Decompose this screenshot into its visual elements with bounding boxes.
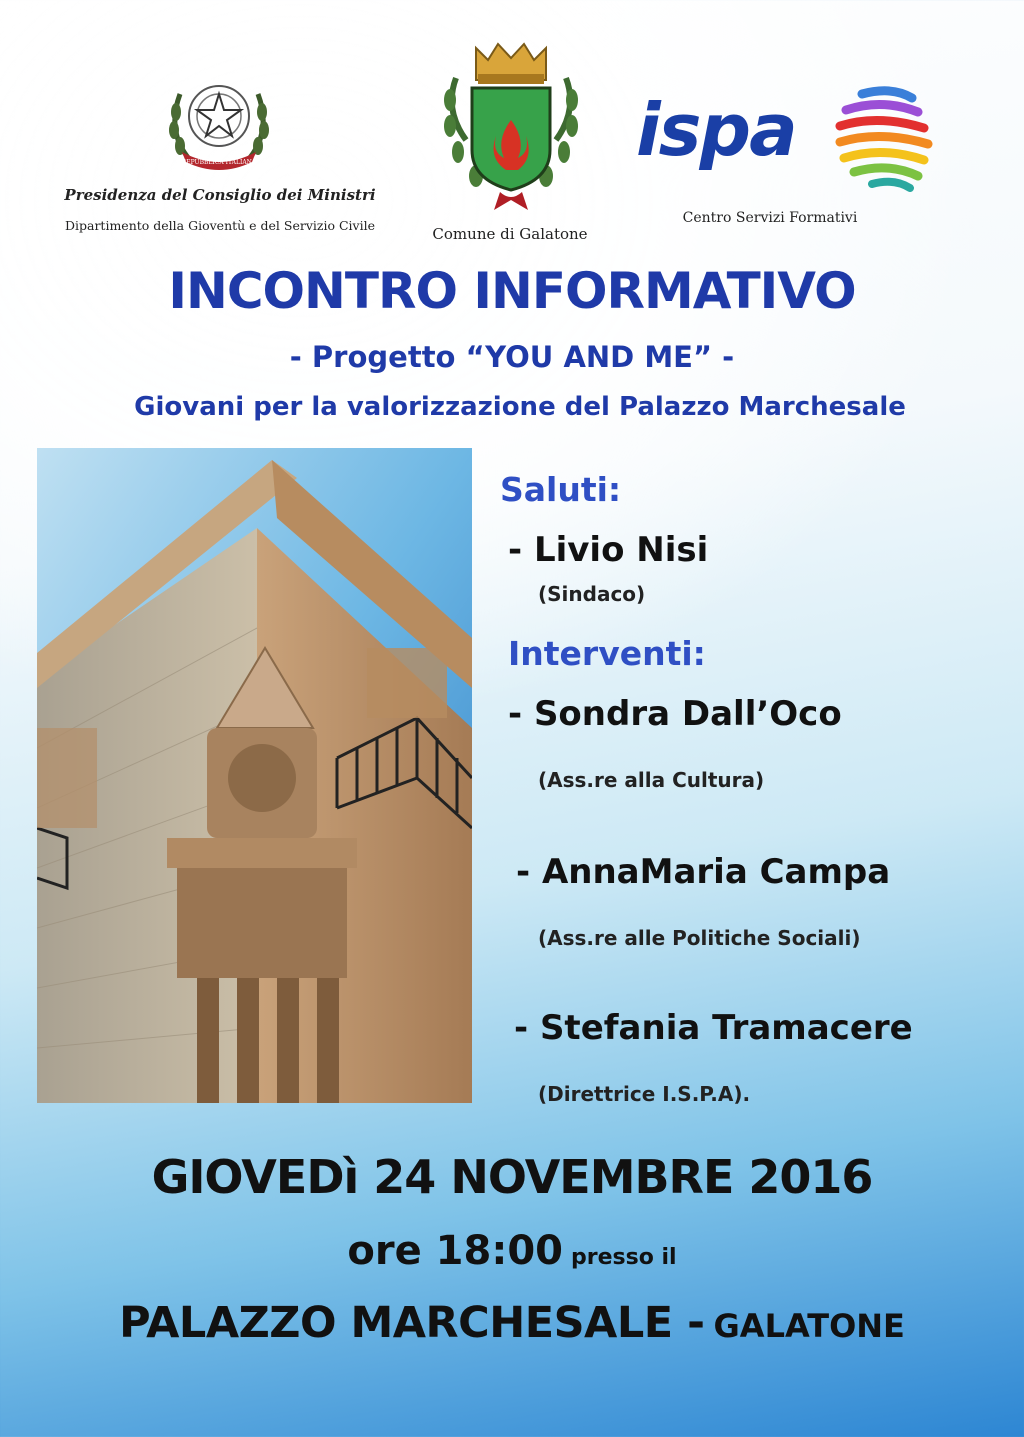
event-town: GALATONE	[713, 1307, 905, 1345]
speaker-name: - AnnaMaria Campa	[516, 852, 891, 892]
galatone-coat-of-arms-icon	[436, 40, 586, 218]
interventi-heading: Interventi:	[508, 634, 706, 673]
ispa-swirl-logo-icon	[832, 84, 936, 192]
event-venue: PALAZZO MARCHESALE -	[119, 1298, 705, 1348]
speaker-role: (Ass.re alla Cultura)	[538, 768, 765, 792]
government-line-2: Dipartimento della Gioventù e del Servizio Civile	[64, 218, 376, 233]
emblem-ribbon-text: REPUBBLICA ITALIANA	[181, 159, 257, 166]
municipality-label: Comune di Galatone	[432, 225, 588, 243]
saluti-heading: Saluti:	[500, 470, 622, 509]
speaker-role: (Direttrice I.S.P.A).	[538, 1082, 751, 1106]
italian-republic-emblem-icon	[160, 72, 278, 172]
event-date: GIOVEDì 24 NOVEMBRE 2016	[151, 1150, 873, 1204]
event-title: INCONTRO INFORMATIVO	[168, 262, 856, 320]
speaker-name: - Livio Nisi	[508, 530, 709, 570]
ispa-wordmark: ispa	[636, 88, 796, 172]
speaker-role: (Sindaco)	[538, 582, 646, 606]
event-time-row	[0, 1228, 1024, 1274]
palazzo-marchesale-photo	[37, 448, 472, 1103]
speaker-role: (Ass.re alle Politiche Sociali)	[538, 926, 861, 950]
event-subtitle: - Progetto “YOU AND ME” -	[289, 340, 735, 374]
event-time: ore 18:00	[347, 1228, 563, 1274]
presso-text: presso il	[571, 1245, 677, 1270]
event-venue-row	[0, 1298, 1024, 1348]
government-line-1: Presidenza del Consiglio dei Ministri	[64, 186, 376, 204]
speaker-name: - Sondra Dall’Oco	[508, 694, 842, 734]
speaker-name: - Stefania Tramacere	[514, 1008, 913, 1048]
event-tagline: Giovani per la valorizzazione del Palazzo Marchesale	[134, 392, 906, 422]
ispa-label: Centro Servizi Formativi	[682, 210, 858, 226]
